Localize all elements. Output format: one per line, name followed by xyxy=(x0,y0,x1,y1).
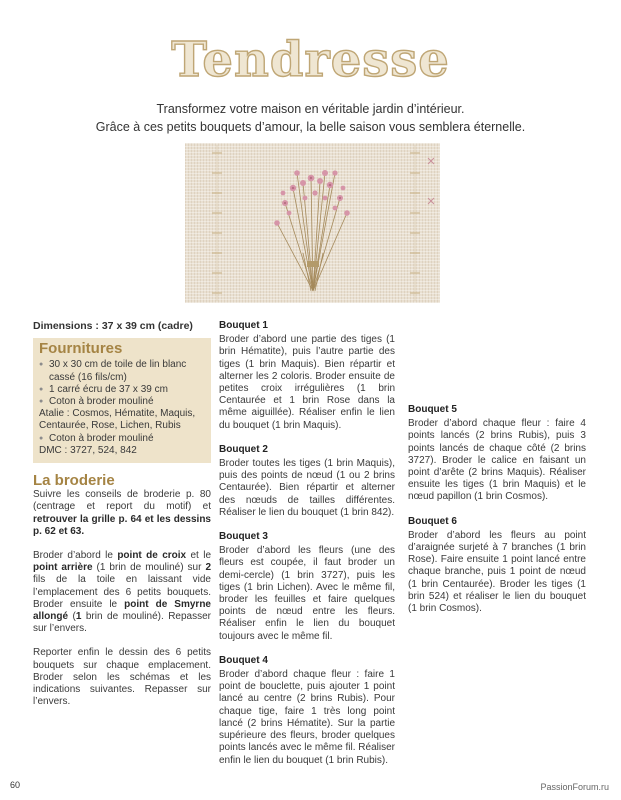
column-left xyxy=(33,320,211,720)
broderie-intro xyxy=(33,489,211,538)
supplies-title: Fournitures xyxy=(39,340,123,358)
subtitle-line-1: Transformez votre maison en véritable jardin d’intérieur. xyxy=(156,102,465,116)
broderie-bold: 2 xyxy=(205,562,211,574)
broderie-intro-text: Suivre les conseils de broderie p. 80 (centrage et report du motif) xyxy=(33,489,211,513)
broderie-instructions xyxy=(33,550,211,635)
bouquet-text: Broder d’abord les fleurs (une des fleurs est coupée, il faut broder un demi-cercle) (1 brin 3727), puis les tiges (1 brin Lichen). Avec le même fil, broder les feuilles et faire quelques points de nœud entre les fleurs. Réaliser enfin le lien du bouquet toujours avec le même fil. xyxy=(219,545,395,642)
broderie-text: brin de mouliné). Repasser sur l’envers. xyxy=(33,611,212,635)
bouquet-title: Bouquet 1 xyxy=(219,320,268,331)
embroidery-photo xyxy=(185,143,440,303)
broderie-bold: point de croix xyxy=(117,550,187,562)
broderie-report: Reporter enfin le dessin des 6 petits bouquets sur chaque emplacement. Broder selon les schémas et les indications suivantes. Repasser sur l’envers. xyxy=(33,647,211,708)
supply-item: ● Coton à broder mouliné xyxy=(39,396,205,408)
broderie-text: et le xyxy=(186,550,212,562)
subtitle-line-2: Grâce à ces petits bouquets d’amour, la belle saison vous semblera éternelle. xyxy=(95,120,526,134)
broderie-bold: point de Smyrne allongé xyxy=(33,598,211,623)
supply-dmc: DMC : 3727, 524, 842 xyxy=(39,444,137,456)
bouquet-text: Broder d’abord chaque fleur : faire 4 points lancés (2 brins Rubis), puis 3 points lancés de chaque côté (2 brins 3727). Broder le calice en faisant un point d’arête (2 brins Maquis). Réaliser ensuite les tiges (1 brin Maquis) et le nœud papillon (1 brin Cosmos). xyxy=(408,418,586,503)
broderie-text: Broder d’abord le xyxy=(33,550,118,562)
broderie-intro-et: et xyxy=(202,501,211,513)
subtitle xyxy=(0,100,621,136)
bouquet-title: Bouquet 6 xyxy=(408,515,457,527)
supply-atalie: Atalie : Cosmos, Hématite, Maquis, Centaurée, Rose, Lichen, Rubis xyxy=(39,408,196,432)
bouquet-title: Bouquet 5 xyxy=(408,404,457,415)
broderie-text: fils de la toile en laissant vide l’emplacement des 6 petits bouquets. Broder ensuite le xyxy=(33,574,211,610)
bouquet-text: Broder toutes les tiges (1 brin Maquis), puis des points de nœud (1 ou 2 brins Centaurée). Bien répartir et alterner des nœuds de tailles différentes. Réaliser le lien du bouquet (1 brin 842). xyxy=(219,458,395,518)
broderie-title: La broderie xyxy=(33,472,115,490)
supplies-box xyxy=(33,338,211,463)
broderie-text: ( xyxy=(68,611,76,623)
supply-item: ● Coton à broder mouliné xyxy=(39,433,205,445)
page-number: 60 xyxy=(10,780,21,790)
column-middle xyxy=(219,320,395,766)
bouquet-text-4: Broder d’abord chaque fleur : faire 1 point de bouclette, puis ajouter 1 point lancé au centre (2 brins Rubis). Pour chaque tige, faire 1 très long point lancé (2 brins Hématite). Sur la partie supérieure des fleurs, broder quelques points lancés avec le même fil. Réaliser enfin le lien du bouquet (1 brin Rubis). xyxy=(219,669,395,766)
broderie-bold: 1 xyxy=(75,611,82,623)
page-title: Tendresse xyxy=(171,32,450,88)
broderie-intro-bold: retrouver la grille p. 64 et les dessins p. 62 et 63. xyxy=(33,513,211,537)
bouquet-text: Broder d’abord une partie des tiges (1 brin Hématite), puis l’autre partie des tiges (1 brin Maquis). Bien répartir et alterner les 2 coloris. Broder ensuite de petites croix irrégulières (1 brin Centaurée et 1 brin Rose dans la même aiguillée). Réaliser enfin le lien du bouquet (1 brin Maquis). xyxy=(219,334,395,431)
bouquet-title: Bouquet 4 xyxy=(219,654,268,666)
bouquet-text: Broder d’abord les fleurs au point d’araignée surjeté à 7 branches (1 brin Rose). Faire ensuite 1 point lancé entre chaque branche, puis 1 point de nœud (1 brin Centaurée). Broder les tiges (1 brin 524) et réaliser le lien du bouquet (1 brin Cosmos). xyxy=(408,529,586,615)
bouquet-title: Bouquet 2 xyxy=(219,443,268,455)
column-right xyxy=(408,320,586,627)
dimensions: Dimensions : 37 x 39 cm (cadre) xyxy=(33,320,193,332)
broderie-bold: point arrière xyxy=(33,562,93,574)
bouquet-illustration xyxy=(185,143,440,303)
watermark: PassionForum.ru xyxy=(540,782,609,792)
supply-item: ● 1 carré écru de 37 x 39 cm xyxy=(39,384,205,396)
bouquet-title: Bouquet 3 xyxy=(219,531,268,543)
supply-item: ● 30 x 30 cm de toile de lin blanc cassé (16 fils/cm) xyxy=(39,359,205,383)
broderie-text: (1 brin de mouliné) sur xyxy=(92,562,206,574)
